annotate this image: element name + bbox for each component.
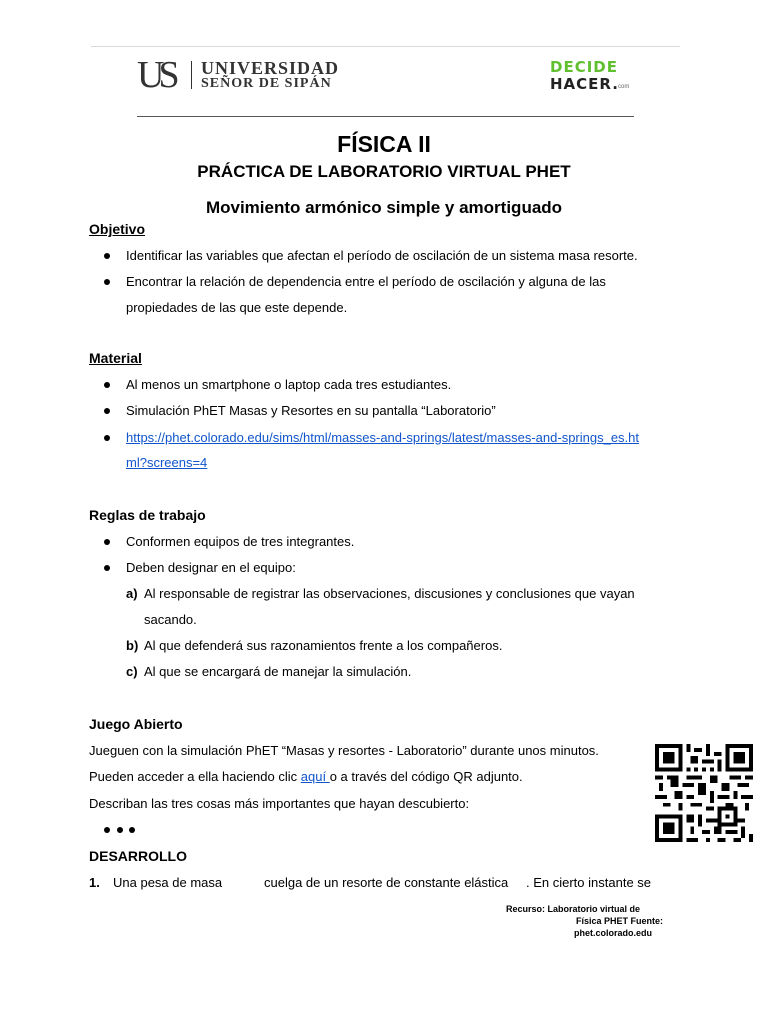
juego-line-2 (89, 769, 523, 785)
bullet (104, 279, 110, 285)
reglas-item-1: Conformen equipos de tres integrantes. (126, 534, 355, 549)
bullet (104, 539, 110, 545)
topic-title: Movimiento armónico simple y amortiguado (205, 198, 563, 217)
juego-line-2-text: Pueden acceder a ella haciendo clic (89, 769, 301, 784)
sub-label-b: b) (126, 638, 139, 653)
university-logo (137, 55, 347, 95)
resource-line-3: phet.colorado.edu (574, 928, 653, 938)
material-heading: Material (89, 350, 142, 366)
hacer-text: HACER. (550, 75, 619, 93)
practice-title: PRÁCTICA DE LABORATORIO VIRTUAL PHET (197, 162, 571, 181)
course-title: FÍSICA II (337, 131, 431, 157)
objetivo-item-2-cont: propiedades de las que este depende. (126, 300, 348, 315)
qr-code[interactable] (655, 744, 753, 842)
sub-label-c: c) (126, 664, 138, 679)
material-item-1: Al menos un smartphone o laptop cada tres estudiantes. (126, 377, 452, 392)
objetivo-item-1: Identificar las variables que afectan el período de oscilación de un sistema masa resorte. (126, 248, 638, 263)
bullet (104, 253, 110, 259)
desarrollo-heading: DESARROLLO (89, 848, 187, 864)
aqui-link[interactable]: aquí (300, 769, 330, 784)
resource-note (506, 903, 676, 939)
bullet (104, 382, 110, 388)
sub-item-a-cont: sacando. (144, 612, 197, 627)
phet-link-cont[interactable]: ml?screens=4 (126, 455, 208, 470)
uss-monogram: US (137, 54, 174, 96)
material-item-2: Simulación PhET Masas y Resortes en su pantalla “Laboratorio” (126, 403, 496, 418)
bullet (129, 827, 135, 833)
bullet (104, 408, 110, 414)
juego-line-2-end: o a través del código QR adjunto. (329, 769, 523, 784)
bullet (117, 827, 123, 833)
logo-divider (191, 61, 192, 89)
problem-text-c: . En cierto instante se (526, 875, 652, 890)
sub-item-b: Al que defenderá sus razonamientos frente a los compañeros. (144, 638, 503, 653)
decide-text: DECIDE (550, 58, 618, 76)
reglas-heading: Reglas de trabajo (89, 507, 206, 523)
juego-heading: Juego Abierto (89, 716, 183, 732)
juego-line-3: Describan las tres cosas más importantes que hayan descubierto: (89, 796, 470, 811)
bullet (104, 435, 110, 441)
objetivo-item-2: Encontrar la relación de dependencia entre el período de oscilación y alguna de las (126, 274, 606, 289)
com-suffix: com (618, 84, 630, 90)
university-name-line1: UNIVERSIDAD (201, 58, 340, 78)
header-divider (137, 116, 634, 117)
resource-line-2: Física PHET Fuente: (576, 916, 664, 926)
problem-text-a: Una pesa de masa (113, 875, 223, 890)
problem-number: 1. (89, 875, 100, 890)
university-name-line2: SEÑOR DE SIPÁN (201, 76, 332, 91)
bullet (104, 565, 110, 571)
resource-line-1: Recurso: Laboratorio virtual de (506, 904, 641, 914)
sub-item-c: Al que se encargará de manejar la simulación. (144, 664, 412, 679)
decide-hacer-logo (550, 58, 640, 94)
reglas-item-2: Deben designar en el equipo: (126, 560, 296, 575)
sub-item-a: Al responsable de registrar las observaciones, discusiones y conclusiones que vayan (144, 586, 635, 601)
bullet (104, 827, 110, 833)
juego-line-1: Jueguen con la simulación PhET “Masas y resortes - Laboratorio” durante unos minutos. (89, 743, 599, 758)
phet-link[interactable]: https://phet.colorado.edu/sims/html/masses-and-springs/latest/masses-and-springs_es.ht (126, 430, 640, 445)
objetivo-heading: Objetivo (89, 221, 146, 237)
sub-label-a: a) (126, 586, 138, 601)
problem-text-b: cuelga de un resorte de constante elástica (264, 875, 509, 890)
